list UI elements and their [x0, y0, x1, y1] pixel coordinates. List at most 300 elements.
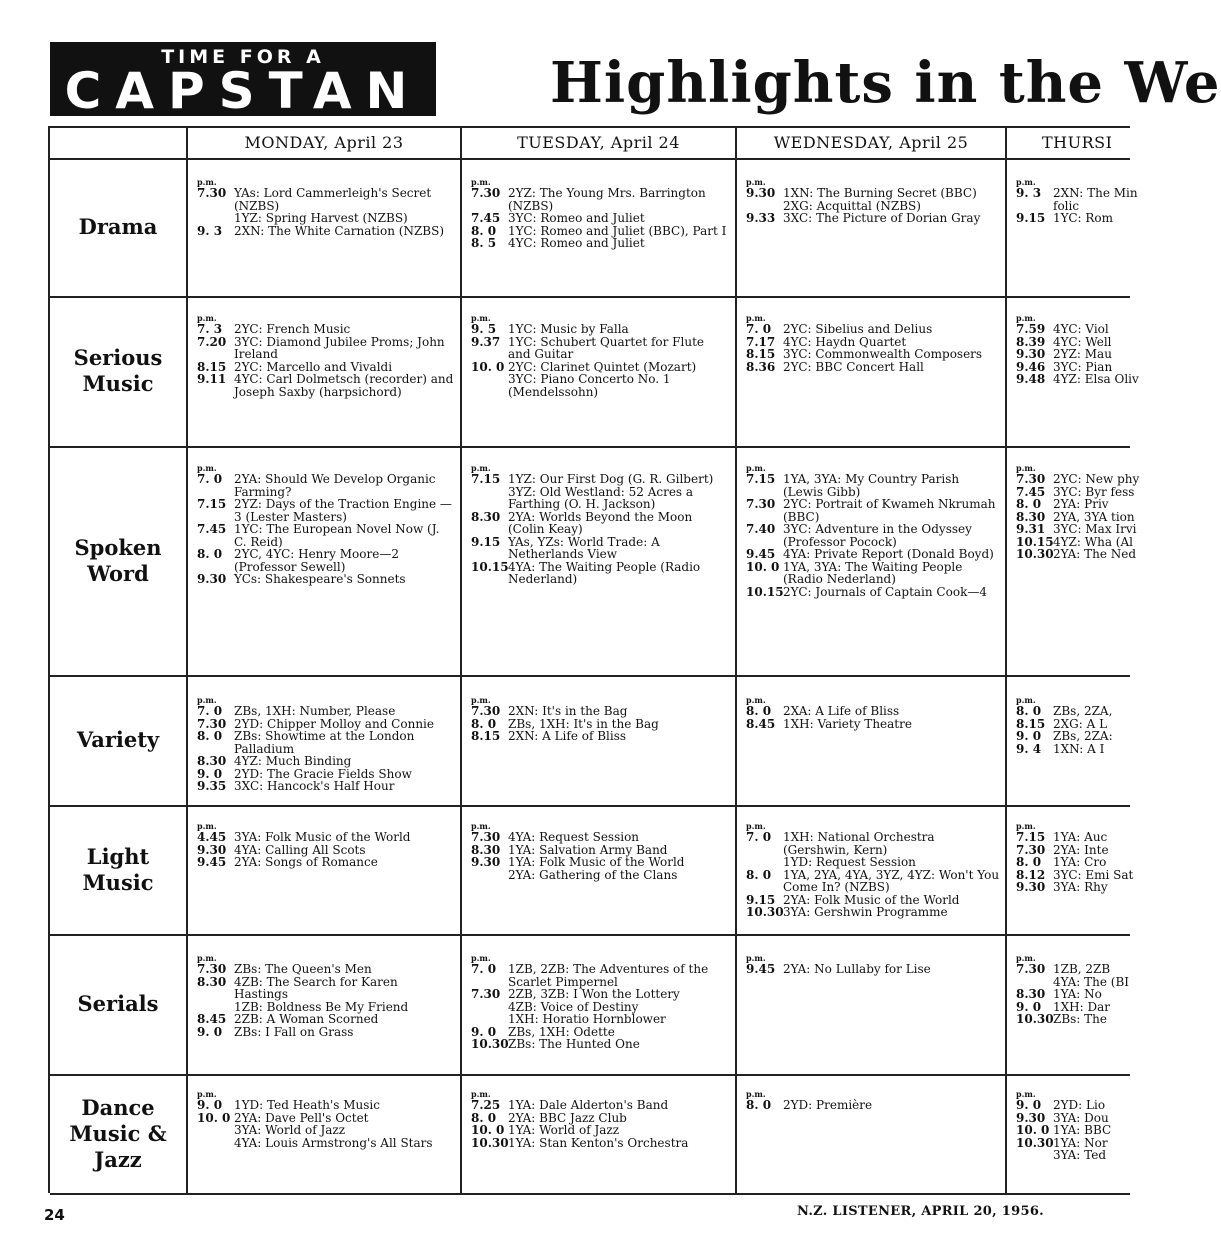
program-time: 9. 0	[197, 1024, 223, 1039]
program-entry	[746, 963, 1000, 976]
column-divider	[1005, 128, 1007, 1193]
program-time: 9.45	[746, 547, 776, 561]
pm-marker: p.m.	[746, 177, 766, 187]
program-time: 9. 0	[1016, 729, 1042, 743]
program-title: 1YA, 3YA: The Waiting People (Radio Nederland)	[783, 559, 963, 586]
program-time: 8.30	[471, 509, 501, 524]
program-cell	[1016, 696, 1166, 755]
program-title: 2XN: The Min folic	[1053, 186, 1138, 213]
program-time: 7.45	[1016, 484, 1046, 499]
publication-line: N.Z. LISTENER, APRIL 20, 1956.	[797, 1204, 1044, 1219]
program-time: 7. 3	[197, 322, 223, 336]
program-entry	[471, 1137, 730, 1150]
pm-marker: p.m.	[746, 1089, 766, 1099]
program-entry	[471, 187, 730, 212]
program-entry	[197, 963, 455, 976]
program-title: 1YC: The European Novel Now (J. C. Reid)	[234, 522, 440, 549]
program-entry	[1016, 705, 1166, 718]
program-cell	[471, 954, 730, 1051]
program-entry	[197, 730, 455, 755]
program-title: ZBs: The Queen's Men	[234, 962, 372, 976]
program-time: 8. 0	[197, 547, 223, 561]
program-title: 4YA: Calling All Scots	[234, 842, 366, 857]
program-title: 2ZB: A Woman Scorned	[234, 1012, 379, 1026]
program-cell	[471, 464, 730, 586]
program-entry	[197, 523, 455, 548]
program-entry	[471, 705, 730, 718]
program-entry	[471, 869, 730, 882]
program-title: 2YD: Chipper Molloy and Connie	[234, 716, 434, 731]
program-time: 8. 0	[471, 223, 497, 238]
program-title: 1XN: The Burning Secret (BBC)	[783, 186, 977, 200]
program-entry	[1016, 212, 1166, 225]
program-title: 2YZ: Days of the Traction Engine —3 (Lester Masters)	[234, 497, 452, 524]
program-time: 7.30	[1016, 842, 1046, 857]
program-cell	[746, 178, 1000, 225]
program-time: 10.30	[1016, 1135, 1054, 1150]
pm-marker: p.m.	[471, 953, 491, 963]
program-entry	[197, 473, 455, 498]
program-time: 10.30	[471, 1037, 509, 1051]
program-entry	[746, 705, 1000, 718]
program-time: 8.15	[746, 347, 776, 361]
program-title: 1YA: Cro	[1053, 855, 1107, 869]
pm-marker: p.m.	[1016, 463, 1036, 473]
program-cell	[471, 696, 730, 743]
program-title: ZBs: The	[1053, 1012, 1108, 1026]
program-time: 10. 0	[471, 359, 505, 374]
program-entry	[1016, 831, 1166, 844]
program-title: ZBs, 2ZA:	[1053, 729, 1113, 743]
program-time: 7.30	[471, 186, 501, 200]
program-title: ZBs, 1XH: Odette	[508, 1024, 615, 1039]
program-time: 10.30	[1016, 547, 1054, 561]
program-title: 2YA: No Lullaby for Lise	[783, 962, 931, 976]
program-entry	[197, 548, 455, 573]
program-cell	[746, 822, 1000, 919]
program-time: 9.15	[1016, 211, 1046, 225]
program-title: YAs, YZs: World Trade: A Netherlands View	[508, 534, 660, 561]
program-title: 1YZ: Spring Harvest (NZBS)	[234, 211, 408, 225]
program-time: 7.30	[471, 987, 501, 1001]
page-number: 24	[44, 1206, 65, 1224]
program-title: 2YC: French Music	[234, 322, 351, 336]
program-entry	[471, 473, 730, 486]
program-title: 3YA: Ted	[1053, 1148, 1107, 1162]
program-time: 8.36	[746, 359, 776, 374]
day-header: WEDNESDAY, April 25	[773, 133, 969, 152]
program-title: 3YA: Dou	[1053, 1110, 1109, 1125]
category-label: Serials	[77, 991, 159, 1016]
program-entry	[471, 831, 730, 844]
program-entry	[746, 473, 1000, 498]
program-entry	[1016, 881, 1166, 894]
program-entry	[471, 237, 730, 250]
program-time: 9. 4	[1016, 741, 1042, 756]
program-time: 8.15	[197, 359, 227, 374]
program-entry	[746, 348, 1000, 361]
program-time: 7. 0	[471, 962, 497, 976]
program-entry	[1016, 523, 1166, 536]
program-time: 9. 0	[197, 1098, 223, 1112]
program-cell	[1016, 178, 1166, 225]
program-title: 1YA: No	[1053, 987, 1102, 1001]
program-title: 1ZB: Boldness Be My Friend	[234, 999, 409, 1014]
program-time: 8. 0	[1016, 855, 1042, 869]
category-label: Variety	[76, 727, 160, 752]
program-cell	[746, 314, 1000, 373]
program-entry	[471, 988, 730, 1001]
program-cell	[1016, 314, 1166, 386]
program-entry	[197, 336, 455, 361]
program-title: 2YC: Journals of Captain Cook—4	[783, 584, 987, 599]
program-time: 9.33	[746, 211, 776, 225]
program-title: 3YA: Folk Music of the World	[234, 830, 411, 844]
program-entry	[471, 511, 730, 536]
program-time: 9.37	[471, 334, 501, 349]
pm-marker: p.m.	[746, 463, 766, 473]
program-title: 1XH: Horatio Hornblower	[508, 1012, 666, 1026]
row-divider	[50, 1193, 1130, 1195]
program-title: 3YZ: Old Westland: 52 Acres a Farthing (O. H. Jackson)	[508, 484, 694, 511]
program-time: 8.39	[1016, 334, 1046, 349]
pm-marker: p.m.	[471, 821, 491, 831]
program-entry	[197, 976, 455, 1001]
program-title: 4YC: Well	[1053, 334, 1112, 349]
program-title: 3YC: Pian	[1053, 359, 1113, 374]
program-entry	[1016, 856, 1166, 869]
program-entry	[471, 373, 730, 398]
program-time: 9.35	[197, 779, 227, 793]
program-title: 2YA: The Ned	[1053, 547, 1137, 561]
program-title: 4YA: Louis Armstrong's All Stars	[234, 1135, 433, 1150]
program-title: 2YA: Gathering of the Clans	[508, 867, 678, 882]
program-entry	[197, 856, 455, 869]
program-time: 8. 0	[471, 716, 497, 731]
program-time: 9.46	[1016, 359, 1046, 374]
program-title: 1YC: Schubert Quartet for Flute and Guitar	[508, 334, 704, 361]
program-time: 7.15	[471, 472, 501, 486]
program-time: 7.30	[471, 704, 501, 718]
column-divider	[460, 128, 462, 1193]
program-entry	[471, 1099, 730, 1112]
program-cell	[746, 696, 1000, 730]
program-title: 2YA, 3YA tion	[1053, 509, 1135, 524]
program-time: 8.30	[471, 842, 501, 857]
program-title: 1YC: Romeo and Juliet (BBC), Part I	[508, 223, 727, 238]
pm-marker: p.m.	[1016, 953, 1036, 963]
program-time: 9. 0	[197, 766, 223, 781]
program-time: 9. 0	[1016, 999, 1042, 1014]
program-title: 4YZ: Elsa Oliv	[1053, 372, 1139, 386]
program-title: 4YC: Haydn Quartet	[783, 334, 907, 349]
program-entry	[746, 869, 1000, 894]
program-title: 3YC: Romeo and Juliet	[508, 211, 645, 225]
program-entry	[197, 780, 455, 793]
column-divider	[186, 128, 188, 1193]
program-title: 2YC: Portrait of Kwameh Nkrumah (BBC)	[783, 497, 996, 524]
program-title: 4YZ: Much Binding	[234, 754, 352, 768]
program-title: 3YA: Gershwin Programme	[783, 905, 948, 919]
pm-marker: p.m.	[197, 953, 217, 963]
program-cell	[197, 464, 455, 586]
pm-marker: p.m.	[197, 313, 217, 323]
row-divider	[50, 805, 1130, 807]
schedule-grid	[48, 126, 1140, 1193]
row-divider	[50, 296, 1130, 298]
program-entry	[197, 1137, 455, 1150]
program-entry	[1016, 498, 1166, 511]
program-time: 8. 0	[746, 1098, 772, 1112]
program-title: 1YC: Rom	[1053, 211, 1114, 225]
program-time: 9. 0	[471, 1024, 497, 1039]
program-title: ZBs, 2ZA,	[1053, 704, 1113, 718]
pm-marker: p.m.	[471, 463, 491, 473]
pm-marker: p.m.	[471, 695, 491, 705]
program-entry	[197, 1026, 455, 1039]
program-time	[471, 373, 508, 398]
program-title: 1YA: Folk Music of the World	[508, 855, 685, 869]
program-title: 4YC: Romeo and Juliet	[508, 236, 645, 250]
program-title: 3YC: Diamond Jubilee Proms; John Ireland	[234, 334, 445, 361]
category-label: Spoken Word	[74, 534, 162, 586]
program-time	[197, 1137, 234, 1150]
program-cell	[197, 822, 455, 869]
program-title: 2YC: Clarinet Quintet (Mozart)	[508, 359, 697, 374]
program-title: 2XN: It's in the Bag	[508, 704, 628, 718]
program-title: 1YC: Music by Falla	[508, 322, 629, 336]
program-entry	[746, 187, 1000, 200]
program-title: 2YZ: Mau	[1053, 347, 1112, 361]
program-cell	[746, 954, 1000, 976]
category-label: Light Music	[82, 843, 154, 895]
pm-marker: p.m.	[1016, 177, 1036, 187]
program-cell	[197, 178, 455, 237]
program-time: 10.30	[746, 905, 784, 919]
program-time: 7. 0	[197, 472, 223, 486]
program-time	[471, 1001, 508, 1014]
program-title: 2XG: Acquittal (NZBS)	[783, 198, 921, 213]
program-title: 1YA: Dale Alderton's Band	[508, 1098, 669, 1112]
program-time: 8.30	[197, 754, 227, 768]
program-title: 2ZB, 3ZB: I Won the Lottery	[508, 987, 680, 1001]
program-title: 3YC: Piano Concerto No. 1 (Mendelssohn)	[508, 372, 671, 399]
program-title: 2YD: The Gracie Fields Show	[234, 766, 412, 781]
program-time: 9. 3	[197, 223, 223, 238]
program-title: 3YC: Max Irvi	[1053, 522, 1137, 536]
pm-marker: p.m.	[746, 695, 766, 705]
column-divider	[735, 128, 737, 1193]
program-title: 1YD: Request Session	[783, 855, 916, 869]
program-entry	[197, 323, 455, 336]
program-time: 9.15	[746, 892, 776, 907]
program-entry	[197, 705, 455, 718]
program-entry	[471, 1038, 730, 1051]
program-title: ZBs, 1XH: Number, Please	[234, 704, 396, 718]
program-time: 9.48	[1016, 372, 1046, 386]
pm-marker: p.m.	[197, 1089, 217, 1099]
program-entry	[471, 561, 730, 586]
program-title: 1ZB, 2ZB: The Adventures of the Scarlet Pimpernel	[508, 962, 709, 989]
program-title: 4YA: Request Session	[508, 830, 640, 844]
program-entry	[1016, 963, 1166, 976]
program-title: 1YZ: Our First Dog (G. R. Gilbert)	[508, 472, 714, 486]
program-title: 4YC: Viol	[1053, 322, 1109, 336]
program-time: 9. 3	[1016, 186, 1042, 200]
program-entry	[197, 212, 455, 225]
program-title: 1XH: National Orchestra (Gershwin, Kern)	[783, 830, 935, 857]
category-label: Serious Music	[73, 345, 163, 396]
program-title: 4YZ: Wha (Al	[1053, 534, 1133, 549]
program-entry	[197, 373, 455, 398]
banner-tagline: TIME FOR A	[161, 46, 325, 68]
row-divider	[50, 1074, 1130, 1076]
program-title: 3YA: World of Jazz	[234, 1123, 346, 1137]
program-entry	[471, 856, 730, 869]
program-time: 9.45	[197, 855, 227, 869]
program-time: 10. 0	[197, 1110, 231, 1125]
program-entry	[471, 486, 730, 511]
program-cell	[197, 696, 455, 793]
pm-marker: p.m.	[197, 821, 217, 831]
program-time: 7. 0	[746, 830, 772, 844]
program-title: 2YA: Songs of Romance	[234, 855, 378, 869]
pm-marker: p.m.	[1016, 695, 1036, 705]
pm-marker: p.m.	[197, 463, 217, 473]
program-entry	[1016, 988, 1166, 1001]
program-time	[471, 869, 508, 882]
program-entry	[746, 323, 1000, 336]
program-title: 2YA: Folk Music of the World	[783, 892, 960, 907]
program-cell	[746, 464, 1000, 598]
pm-marker: p.m.	[746, 953, 766, 963]
program-time: 9. 5	[471, 322, 497, 336]
program-time: 10.15	[471, 559, 509, 574]
day-header: THURSI	[1042, 133, 1113, 152]
program-entry	[197, 225, 455, 238]
program-entry	[471, 1013, 730, 1026]
program-title: 2XN: The White Carnation (NZBS)	[234, 223, 445, 238]
program-time: 8. 0	[746, 867, 772, 882]
program-title: 2XN: A Life of Bliss	[508, 729, 627, 743]
program-entry	[746, 523, 1000, 548]
program-title: 2YA: Dave Pell's Octet	[234, 1110, 369, 1125]
program-entry	[471, 536, 730, 561]
program-cell	[1016, 1090, 1166, 1162]
pm-marker: p.m.	[746, 821, 766, 831]
program-title: 2YA: Worlds Beyond the Moon (Colin Keay)	[508, 509, 693, 536]
program-time: 7.30	[197, 716, 227, 731]
program-time: 7. 0	[746, 322, 772, 336]
program-cell	[471, 822, 730, 881]
program-title: 2YC: Marcello and Vivaldi	[234, 359, 393, 374]
program-entry	[197, 831, 455, 844]
program-entry	[471, 336, 730, 361]
program-entry	[471, 1124, 730, 1137]
program-entry	[197, 1124, 455, 1137]
program-cell	[471, 178, 730, 250]
program-time	[1016, 1149, 1053, 1162]
page-headline: Highlights in the We	[550, 50, 1221, 116]
program-title: 3XC: Hancock's Half Hour	[234, 779, 395, 793]
program-title: 2YC: BBC Concert Hall	[783, 359, 924, 374]
program-time: 10. 0	[1016, 1123, 1050, 1137]
pm-marker: p.m.	[1016, 1089, 1036, 1099]
program-title: 2XA: A Life of Bliss	[783, 704, 900, 718]
program-title: YCs: Shakespeare's Sonnets	[234, 572, 406, 586]
program-title: 1ZB, 2ZB	[1053, 962, 1111, 976]
program-entry	[1016, 348, 1166, 361]
program-title: 2YC, 4YC: Henry Moore—2 (Professor Sewell)	[234, 547, 399, 574]
program-cell	[746, 1090, 1000, 1112]
program-entry	[471, 730, 730, 743]
program-time	[471, 486, 508, 511]
program-title: ZBs, 1XH: It's in the Bag	[508, 716, 659, 731]
program-entry	[197, 573, 455, 586]
category-label: Drama	[78, 214, 158, 239]
program-time: 7.25	[471, 1098, 501, 1112]
program-time: 7.59	[1016, 322, 1046, 336]
program-time: 9.30	[1016, 1110, 1046, 1125]
program-time: 7.30	[471, 830, 501, 844]
program-time: 9.30	[197, 572, 227, 586]
row-divider	[50, 934, 1130, 936]
program-title: 1YA, 3YA: My Country Parish (Lewis Gibb)	[783, 472, 960, 499]
program-entry	[746, 561, 1000, 586]
program-title: 1YD: Ted Heath's Music	[234, 1098, 380, 1112]
program-title: 2YD: Première	[783, 1098, 873, 1112]
program-title: 4YA: The Waiting People (Radio Nederland)	[508, 559, 701, 586]
program-time: 8. 0	[197, 729, 223, 743]
program-title: 1XH: Variety Theatre	[783, 716, 912, 731]
program-time: 8.15	[1016, 716, 1046, 731]
program-entry	[746, 1099, 1000, 1112]
program-time: 7.30	[1016, 962, 1046, 976]
program-time: 7.30	[1016, 472, 1046, 486]
program-title: 2YC: Sibelius and Delius	[783, 322, 933, 336]
program-entry	[1016, 1124, 1166, 1137]
program-title: YAs: Lord Cammerleigh's Secret (NZBS)	[234, 186, 432, 213]
program-title: 4YA: The (BI	[1053, 974, 1130, 989]
program-time: 8.45	[197, 1012, 227, 1026]
program-entry	[746, 586, 1000, 599]
program-time: 8. 0	[1016, 704, 1042, 718]
program-title: 4ZB: Voice of Destiny	[508, 999, 639, 1014]
row-divider	[50, 158, 1130, 160]
program-title: 2YA: BBC Jazz Club	[508, 1110, 627, 1125]
program-time: 10. 0	[746, 559, 780, 574]
program-title: 4YA: Private Report (Donald Boyd)	[783, 547, 994, 561]
program-cell	[471, 1090, 730, 1149]
program-title: 1YA: Auc	[1053, 830, 1108, 844]
program-entry	[746, 906, 1000, 919]
program-time: 9.31	[1016, 522, 1046, 536]
category-label: Dance Music & Jazz	[69, 1094, 167, 1172]
program-title: 3YC: Byr fess	[1053, 484, 1135, 499]
program-cell	[197, 314, 455, 398]
program-entry	[1016, 1099, 1166, 1112]
program-time	[197, 212, 234, 225]
program-time: 7.30	[197, 186, 227, 200]
program-title: 4ZB: The Search for Karen Hastings	[234, 974, 398, 1001]
pm-marker: p.m.	[197, 177, 217, 187]
program-time: 9.30	[1016, 880, 1046, 894]
program-cell	[197, 1090, 455, 1149]
program-title: 1YA: BBC	[1053, 1123, 1112, 1137]
program-time: 9.30	[471, 855, 501, 869]
program-title: 1YA, 2YA, 4YA, 3YZ, 4YZ: Won't You Come In? (NZBS)	[783, 867, 1000, 894]
program-time: 8.30	[1016, 509, 1046, 524]
